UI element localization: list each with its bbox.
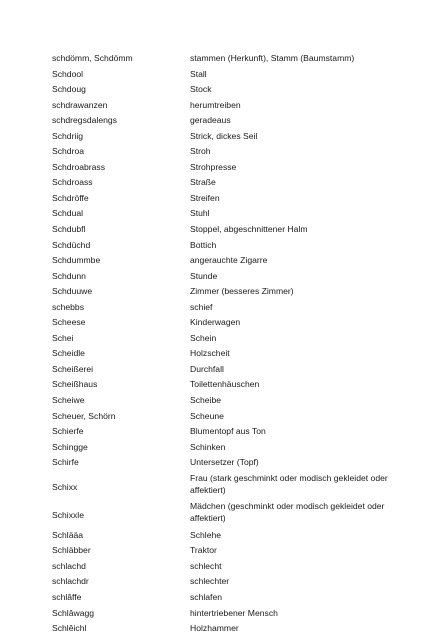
glossary-entry — [52, 239, 412, 255]
glossary-meaning: Stock — [190, 84, 212, 95]
glossary-term: Scheidle — [52, 348, 85, 359]
glossary-entry — [52, 130, 412, 146]
glossary-meaning: schlafen — [190, 591, 223, 602]
glossary-meaning: Zimmer (besseres Zimmer) — [190, 286, 294, 297]
glossary-meaning: Strick, dickes Seil — [190, 130, 258, 141]
glossary-meaning: Kinderwagen — [190, 317, 241, 328]
glossary-term: Schdroa — [52, 146, 85, 157]
glossary-term: Schdröffe — [52, 192, 89, 203]
glossary-meaning: Traktor — [190, 545, 217, 556]
glossary-term: Scheese — [52, 317, 86, 328]
glossary-meaning: Schein — [190, 332, 217, 343]
glossary-entry — [52, 347, 412, 363]
glossary-entry — [52, 254, 412, 270]
glossary-term: schdregsdalengs — [52, 115, 117, 126]
glossary-entry — [52, 332, 412, 348]
glossary-meaning: Scheibe — [190, 395, 222, 406]
glossary-term: schlachd — [52, 560, 86, 571]
glossary-meaning: Toilettenhäuschen — [190, 379, 260, 390]
glossary-meaning: Stroh — [190, 146, 211, 157]
glossary-entry — [52, 145, 412, 161]
glossary-entry — [52, 52, 412, 68]
glossary-entry — [52, 441, 412, 457]
glossary-meaning: Schinken — [190, 441, 226, 452]
glossary-term: Schdroass — [52, 177, 93, 188]
glossary-term: Schlääa — [52, 529, 84, 540]
glossary-meaning: stammen (Herkunft), Stamm (Baumstamm) — [190, 53, 355, 63]
glossary-meaning: Holzscheit — [190, 348, 230, 359]
glossary-term: schebbs — [52, 301, 85, 312]
glossary-term: Schei — [52, 332, 74, 343]
glossary-entry — [52, 114, 412, 130]
glossary-term: Schdool — [52, 68, 84, 79]
glossary-entry — [52, 591, 412, 607]
glossary-entry — [52, 363, 412, 379]
glossary-meaning: schlechter — [190, 576, 230, 587]
glossary-term: Schirfe — [52, 457, 79, 468]
glossary-meaning: Stall — [190, 68, 207, 79]
glossary-meaning: schief — [190, 301, 213, 312]
glossary-term: Schdummbe — [52, 255, 101, 266]
glossary-entry — [52, 456, 412, 472]
glossary-term: Scheiwe — [52, 395, 85, 406]
glossary-entry — [52, 607, 412, 623]
glossary-entry — [52, 176, 412, 192]
glossary-entry — [52, 99, 412, 115]
glossary-term: Schixx — [52, 481, 78, 492]
glossary-meaning: Stuhl — [190, 208, 210, 219]
glossary-term: Schdubfl — [52, 224, 86, 235]
glossary-entry — [52, 223, 412, 239]
glossary-term: schlâffe — [52, 591, 82, 602]
glossary-term: Schdual — [52, 208, 84, 219]
glossary-term: schdrawanzen — [52, 99, 108, 110]
glossary-meaning: hintertriebener Mensch — [190, 607, 278, 618]
glossary-entry — [52, 68, 412, 84]
glossary-meaning: Durchfall — [190, 363, 224, 374]
glossary-meaning: Untersetzer (Topf) — [190, 457, 259, 468]
glossary-entry — [52, 529, 412, 545]
glossary-term: Schierfe — [52, 426, 84, 437]
glossary-entry — [52, 285, 412, 301]
glossary-entry — [52, 192, 412, 208]
glossary-meaning: Straße — [190, 177, 216, 188]
glossary-entry — [52, 425, 412, 441]
glossary-entry — [52, 316, 412, 332]
glossary-entry — [52, 622, 412, 638]
glossary-meaning: Scheune — [190, 410, 224, 421]
glossary-entry — [52, 301, 412, 317]
glossary-term: Schläbber — [52, 545, 91, 556]
glossary-entry — [52, 544, 412, 560]
glossary-meaning: Blumentopf aus Ton — [190, 426, 266, 437]
glossary-term: Scheißerei — [52, 363, 94, 374]
glossary-entry — [52, 161, 412, 177]
glossary-term: Schlêichl — [52, 623, 87, 634]
glossary-term: Scheuer, Schörn — [52, 410, 116, 421]
glossary-meaning: Stunde — [190, 270, 218, 281]
glossary-entry — [52, 207, 412, 223]
glossary-entry — [52, 500, 412, 529]
glossary-term: Schduuwe — [52, 286, 93, 297]
glossary-entry — [52, 560, 412, 576]
glossary-term: Schdriig — [52, 130, 84, 141]
glossary-entry — [52, 575, 412, 591]
glossary-term: schlachdr — [52, 576, 89, 587]
glossary-term: schdömm, Schdömm — [52, 53, 133, 63]
glossary-term: Schingge — [52, 441, 88, 452]
glossary-entry — [52, 83, 412, 99]
glossary-list — [52, 52, 412, 638]
glossary-meaning: Bottich — [190, 239, 217, 250]
glossary-entry — [52, 410, 412, 426]
glossary-meaning: angerauchte Zigarre — [190, 255, 268, 266]
glossary-term: Schdroabrass — [52, 161, 106, 172]
glossary-meaning: herumtreiben — [190, 99, 241, 110]
glossary-meaning: Stoppel, abgeschnittener Halm — [190, 224, 308, 235]
glossary-entry — [52, 270, 412, 286]
glossary-meaning: Frau (stark geschminkt oder modisch gekleidet oder affektiert) — [190, 472, 388, 495]
glossary-entry — [52, 378, 412, 394]
glossary-term: Schdunn — [52, 270, 86, 281]
glossary-term: Schdüchd — [52, 239, 91, 250]
glossary-meaning: Strohpresse — [190, 161, 237, 172]
glossary-meaning: geradeaus — [190, 115, 231, 126]
glossary-term: Schixxle — [52, 510, 84, 521]
glossary-meaning: Holzhammer — [190, 623, 239, 634]
glossary-meaning: Streifen — [190, 192, 220, 203]
glossary-term: Schdoug — [52, 84, 86, 95]
glossary-meaning: schlecht — [190, 560, 222, 571]
glossary-meaning: Schlehe — [190, 529, 222, 540]
glossary-term: Schlâwagg — [52, 607, 95, 618]
glossary-meaning: Mädchen (geschminkt oder modisch gekleidet oder affektiert) — [190, 501, 385, 524]
glossary-term: Scheißhaus — [52, 379, 98, 390]
glossary-entry — [52, 394, 412, 410]
glossary-entry — [52, 472, 412, 501]
